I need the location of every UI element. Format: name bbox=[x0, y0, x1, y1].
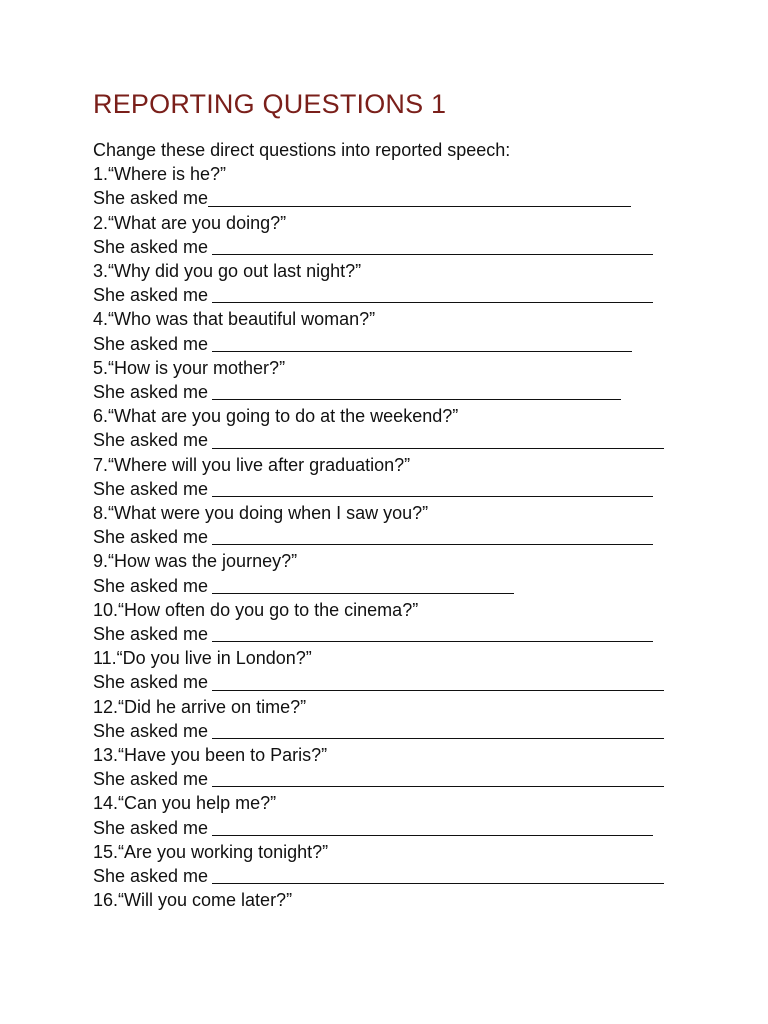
question-3: 3.“Why did you go out last night?” bbox=[93, 261, 362, 282]
answer-prefix: She asked me bbox=[93, 866, 209, 887]
answer-line-6 bbox=[93, 428, 693, 452]
question-13: 13.“Have you been to Paris?” bbox=[93, 745, 328, 766]
answer-prefix: She asked me bbox=[93, 285, 209, 306]
question-16: 16.“Will you come later?” bbox=[93, 890, 293, 911]
answer-prefix: She asked me bbox=[93, 769, 209, 790]
instructions: Change these direct questions into reported speech: bbox=[93, 140, 511, 160]
answer-blank-14[interactable] bbox=[212, 817, 653, 836]
answer-blank-10[interactable] bbox=[212, 623, 653, 642]
question-4: 4.“Who was that beautiful woman?” bbox=[93, 309, 376, 330]
answer-prefix: She asked me bbox=[93, 575, 209, 596]
answer-prefix: She asked me bbox=[93, 672, 209, 693]
answer-prefix: She asked me bbox=[93, 382, 209, 403]
answer-line-13 bbox=[93, 767, 693, 791]
question-list bbox=[93, 162, 693, 912]
question-6: 6.“What are you going to do at the weekend?” bbox=[93, 406, 459, 427]
answer-line-15 bbox=[93, 864, 693, 888]
answer-line-12 bbox=[93, 719, 693, 743]
answer-blank-8[interactable] bbox=[212, 526, 653, 545]
answer-blank-5[interactable] bbox=[212, 381, 621, 400]
answer-line-9 bbox=[93, 574, 693, 598]
answer-line-5 bbox=[93, 380, 693, 404]
answer-line-10 bbox=[93, 622, 693, 646]
question-14: 14.“Can you help me?” bbox=[93, 793, 277, 814]
question-5: 5.“How is your mother?” bbox=[93, 357, 286, 378]
page-title: REPORTING QUESTIONS 1 bbox=[93, 89, 447, 119]
answer-line-7 bbox=[93, 477, 693, 501]
answer-prefix: She asked me bbox=[93, 624, 209, 645]
worksheet bbox=[93, 86, 693, 913]
answer-line-8 bbox=[93, 525, 693, 549]
question-9: 9.“How was the journey?” bbox=[93, 551, 298, 572]
question-2: 2.“What are you doing?” bbox=[93, 212, 287, 233]
answer-prefix: She asked me bbox=[93, 720, 209, 741]
answer-blank-11[interactable] bbox=[212, 672, 664, 691]
answer-line-11 bbox=[93, 670, 693, 694]
answer-prefix: She asked me bbox=[93, 236, 209, 257]
answer-line-4 bbox=[93, 332, 693, 356]
question-7: 7.“Where will you live after graduation?” bbox=[93, 454, 411, 475]
answer-prefix: She asked me bbox=[93, 430, 209, 451]
answer-blank-2[interactable] bbox=[212, 236, 653, 255]
answer-blank-13[interactable] bbox=[212, 768, 664, 787]
answer-prefix: She asked me bbox=[93, 527, 209, 548]
answer-prefix: She asked me bbox=[93, 478, 209, 499]
question-1: 1.“Where is he?” bbox=[93, 164, 227, 185]
answer-blank-7[interactable] bbox=[212, 478, 653, 497]
answer-blank-4[interactable] bbox=[212, 333, 632, 352]
answer-prefix: She asked me bbox=[93, 817, 209, 838]
answer-line-1 bbox=[93, 186, 693, 210]
answer-line-2 bbox=[93, 235, 693, 259]
answer-line-14 bbox=[93, 816, 693, 840]
answer-blank-15[interactable] bbox=[212, 865, 664, 884]
question-15: 15.“Are you working tonight?” bbox=[93, 841, 329, 862]
question-8: 8.“What were you doing when I saw you?” bbox=[93, 503, 429, 524]
question-10: 10.“How often do you go to the cinema?” bbox=[93, 599, 419, 620]
answer-blank-6[interactable] bbox=[212, 430, 664, 449]
answer-blank-1[interactable] bbox=[208, 188, 631, 207]
answer-blank-12[interactable] bbox=[212, 720, 664, 739]
answer-prefix: She asked me bbox=[93, 188, 209, 209]
question-12: 12.“Did he arrive on time?” bbox=[93, 696, 307, 717]
answer-blank-9[interactable] bbox=[212, 575, 514, 594]
question-11: 11.“Do you live in London?” bbox=[93, 648, 312, 669]
answer-line-3 bbox=[93, 283, 693, 307]
answer-prefix: She asked me bbox=[93, 333, 209, 354]
answer-blank-3[interactable] bbox=[212, 284, 653, 303]
